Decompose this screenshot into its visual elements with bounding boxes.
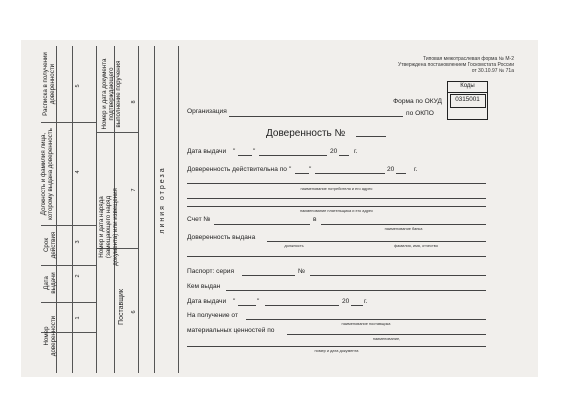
stub-num-6: 6 <box>131 310 137 314</box>
passport-series-label: Паспорт: серия <box>187 268 235 275</box>
valid-year-line[interactable] <box>396 173 406 174</box>
consumer-caption: наименование потребителя и его адрес <box>300 186 373 191</box>
stub-col-person: Должность и фамилия лица, которому выдана доверенность <box>40 128 54 220</box>
stub-col-order-doc: Номер и дата наряда (замещающего наряд документа) или извещения <box>98 188 119 266</box>
stub-num-5: 5 <box>75 84 81 88</box>
stub-num-3: 3 <box>75 240 81 244</box>
stub-col-number: Номер доверенности <box>43 315 57 357</box>
codes-divider <box>448 92 487 93</box>
passport-series-line[interactable] <box>242 275 295 276</box>
account-in-label: в <box>313 216 317 223</box>
issue-date-label: Дата выдачи <box>187 148 227 155</box>
passport-year-prefix: 20 <box>342 298 350 305</box>
issued-by-label: Кем выдан <box>187 283 221 290</box>
issued-by-line[interactable] <box>226 290 486 291</box>
stub-num-1: 1 <box>75 316 81 320</box>
approval-date-line: от 30.10.97 № 71а <box>471 68 514 74</box>
stub-col-receipt: Расписка в получении доверенности <box>42 52 56 116</box>
valid-year-suffix: г. <box>414 166 418 173</box>
stub-col-date: Дата выдачи <box>43 272 57 294</box>
power-of-attorney-form <box>21 40 538 377</box>
okud-label: Форма по ОКУД <box>393 98 442 105</box>
valid-month-line[interactable] <box>315 173 385 174</box>
valid-quote-open: " <box>289 166 292 173</box>
passport-date-label: Дата выдачи <box>187 298 227 305</box>
stub-num-4: 4 <box>75 170 81 174</box>
issue-year-prefix: 20 <box>330 148 338 155</box>
attorney-number-line[interactable] <box>356 136 386 137</box>
passport-year-suffix: г. <box>364 298 368 305</box>
okpo-label: по ОКПО <box>406 110 434 117</box>
approval-line: Утверждена постановлением Госкомстата России <box>398 62 514 68</box>
passport-quote-open: " <box>233 298 236 305</box>
position-caption: должность <box>284 243 304 248</box>
form-title: Доверенность № <box>266 128 346 139</box>
bank-line[interactable] <box>321 224 486 225</box>
issued-to-line-2[interactable] <box>187 256 486 257</box>
stub-col-term: Срок действия <box>43 231 57 259</box>
cut-line-label: линия отреза <box>159 166 166 234</box>
passport-day-line[interactable] <box>238 305 256 306</box>
fio-caption: фамилия, имя, отчество <box>393 243 438 248</box>
account-label: Счет № <box>187 216 211 223</box>
issue-month-line[interactable] <box>259 155 327 156</box>
stub-num-2: 2 <box>75 274 81 278</box>
passport-number-line[interactable] <box>310 275 486 276</box>
name-caption: наименование, <box>372 336 401 341</box>
materials-label: материальных ценностей по <box>187 327 275 334</box>
supplier-line[interactable] <box>246 319 486 320</box>
organization-label: Организация <box>187 108 227 115</box>
issue-year-suffix: г. <box>354 148 358 155</box>
valid-day-line[interactable] <box>295 173 309 174</box>
bank-caption: наименование банка <box>384 226 423 231</box>
payer-caption: наименование плательщика и его адрес <box>299 208 374 213</box>
payer-line[interactable] <box>187 206 486 207</box>
doc-caption: номер и дата документа <box>314 348 359 353</box>
passport-year-line[interactable] <box>351 305 363 306</box>
codes-label: Коды <box>460 83 475 89</box>
stub-col-confirm-doc: Номер и дата документа подтверждающего выполнение поручения <box>101 58 122 130</box>
receipt-from-label: На получение от <box>187 312 238 319</box>
issue-date-quote-close: " <box>253 148 256 155</box>
issue-year-line[interactable] <box>339 155 349 156</box>
issue-day-line[interactable] <box>238 155 252 156</box>
passport-number-sign: № <box>298 268 306 275</box>
stub-num-7: 7 <box>131 188 137 192</box>
passport-quote-close: " <box>257 298 260 305</box>
consumer-line[interactable] <box>187 183 486 184</box>
consumer-line-2[interactable] <box>187 198 486 199</box>
stub-num-8: 8 <box>131 100 137 104</box>
passport-month-line[interactable] <box>265 305 339 306</box>
valid-year-prefix: 20 <box>387 166 395 173</box>
materials-line[interactable] <box>287 334 486 335</box>
account-number-line[interactable] <box>214 224 310 225</box>
stub-col-supplier: Поставщик <box>118 289 125 325</box>
okud-value: 0315001 <box>455 96 480 103</box>
doc-line[interactable] <box>187 346 486 347</box>
supplier-caption: наименование поставщика <box>341 321 391 326</box>
issued-to-label: Доверенность выдана <box>187 234 256 241</box>
valid-quote-close: " <box>309 166 312 173</box>
valid-until-label: Доверенность действительна по <box>187 166 287 173</box>
issued-to-line[interactable] <box>267 241 486 242</box>
issue-date-quote-open: " <box>233 148 236 155</box>
organization-line[interactable] <box>229 116 403 117</box>
form-type-line: Типовая межотраслевая форма № М-2 <box>423 56 514 62</box>
